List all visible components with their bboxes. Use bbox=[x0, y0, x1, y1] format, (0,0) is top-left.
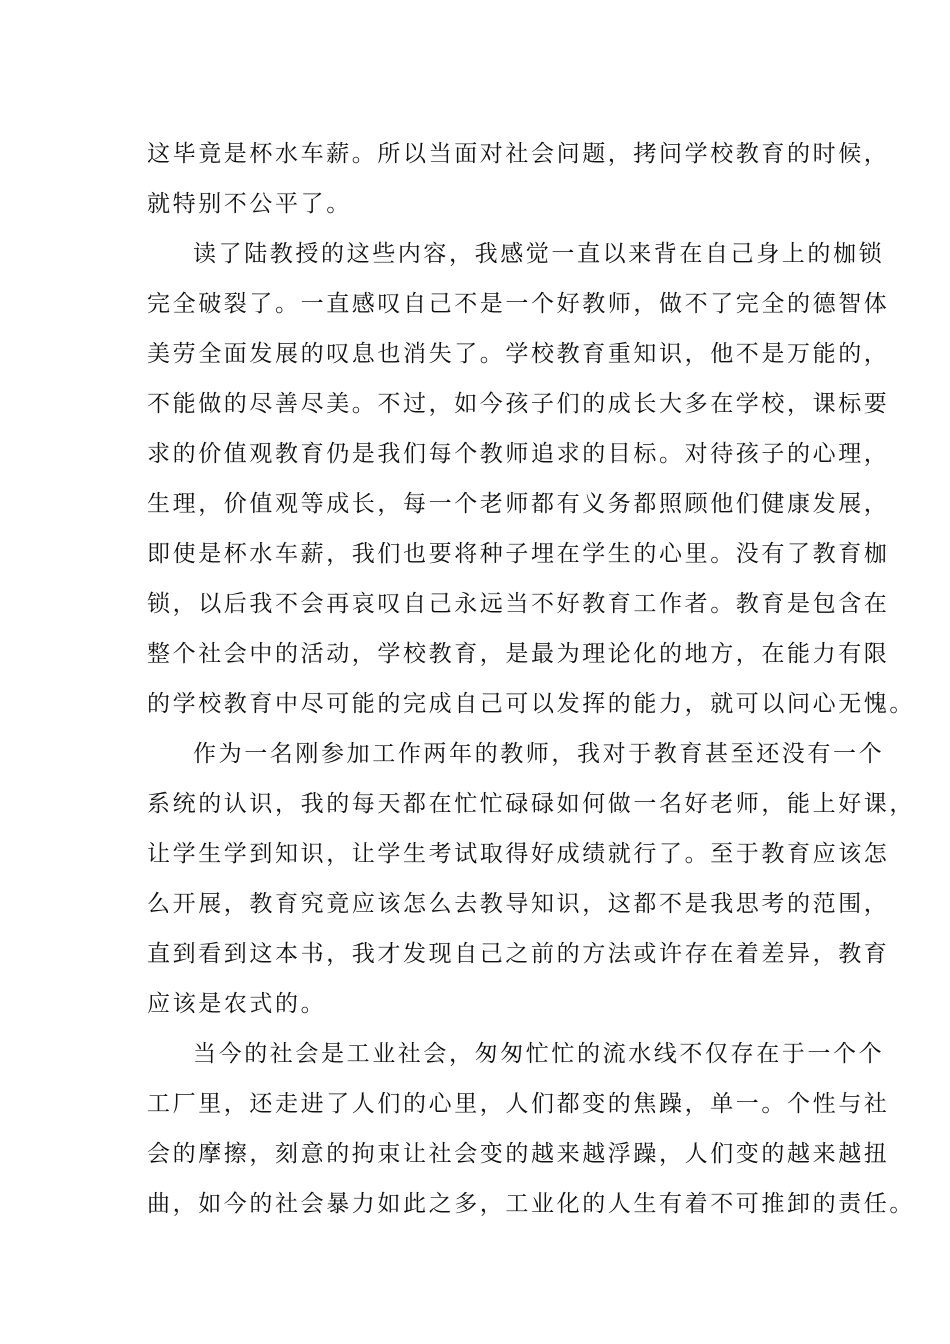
text-line: 整个社会中的活动，学校教育，是最为理论化的地方，在能力有限 bbox=[147, 641, 890, 667]
text-line: 这毕竟是杯水车薪。所以当面对社会问题，拷问学校教育的时候， bbox=[147, 141, 890, 167]
text-line: 系统的认识，我的每天都在忙忙碌碌如何做一名好老师，能上好课， bbox=[147, 791, 915, 817]
paragraph bbox=[147, 729, 915, 1029]
text-line: 么开展，教育究竟应该怎么去教导知识，这都不是我思考的范围， bbox=[147, 891, 890, 917]
text-line: 不能做的尽善尽美。不过，如今孩子们的成长大多在学校，课标要 bbox=[147, 391, 890, 417]
body-text bbox=[147, 129, 915, 1229]
text-line: 让学生学到知识，让学生考试取得好成绩就行了。至于教育应该怎 bbox=[147, 841, 890, 867]
text-line: 应该是农式的。 bbox=[147, 991, 327, 1017]
text-line: 作为一名刚参加工作两年的教师，我对于教育甚至还没有一个 bbox=[193, 741, 885, 767]
paragraph bbox=[147, 1029, 915, 1229]
text-line: 直到看到这本书，我才发现自己之前的方法或许存在着差异，教育 bbox=[147, 941, 890, 967]
text-line: 锁，以后我不会再哀叹自己永远当不好教育工作者。教育是包含在 bbox=[147, 591, 890, 617]
text-line: 完全破裂了。一直感叹自己不是一个好教师，做不了完全的德智体 bbox=[147, 291, 890, 317]
text-line: 会的摩擦，刻意的拘束让社会变的越来越浮躁，人们变的越来越扭 bbox=[147, 1141, 890, 1167]
text-line: 读了陆教授的这些内容，我感觉一直以来背在自己身上的枷锁 bbox=[193, 241, 885, 267]
text-line: 美劳全面发展的叹息也消失了。学校教育重知识，他不是万能的， bbox=[147, 341, 890, 367]
text-line: 即使是杯水车薪，我们也要将种子埋在学生的心里。没有了教育枷 bbox=[147, 541, 890, 567]
text-line: 就特别不公平了。 bbox=[147, 191, 352, 217]
text-line: 求的价值观教育仍是我们每个教师追求的目标。对待孩子的心理， bbox=[147, 441, 890, 467]
text-line: 生理，价值观等成长，每一个老师都有义务都照顾他们健康发展， bbox=[147, 491, 890, 517]
text-line: 工厂里，还走进了人们的心里，人们都变的焦躁，单一。个性与社 bbox=[147, 1091, 890, 1117]
paragraph bbox=[147, 129, 890, 229]
text-line: 曲，如今的社会暴力如此之多，工业化的人生有着不可推卸的责任。 bbox=[147, 1191, 915, 1217]
paragraph bbox=[147, 229, 915, 729]
text-line: 的学校教育中尽可能的完成自己可以发挥的能力，就可以问心无愧。 bbox=[147, 691, 915, 717]
text-line: 当今的社会是工业社会，匆匆忙忙的流水线不仅存在于一个个 bbox=[193, 1041, 885, 1067]
